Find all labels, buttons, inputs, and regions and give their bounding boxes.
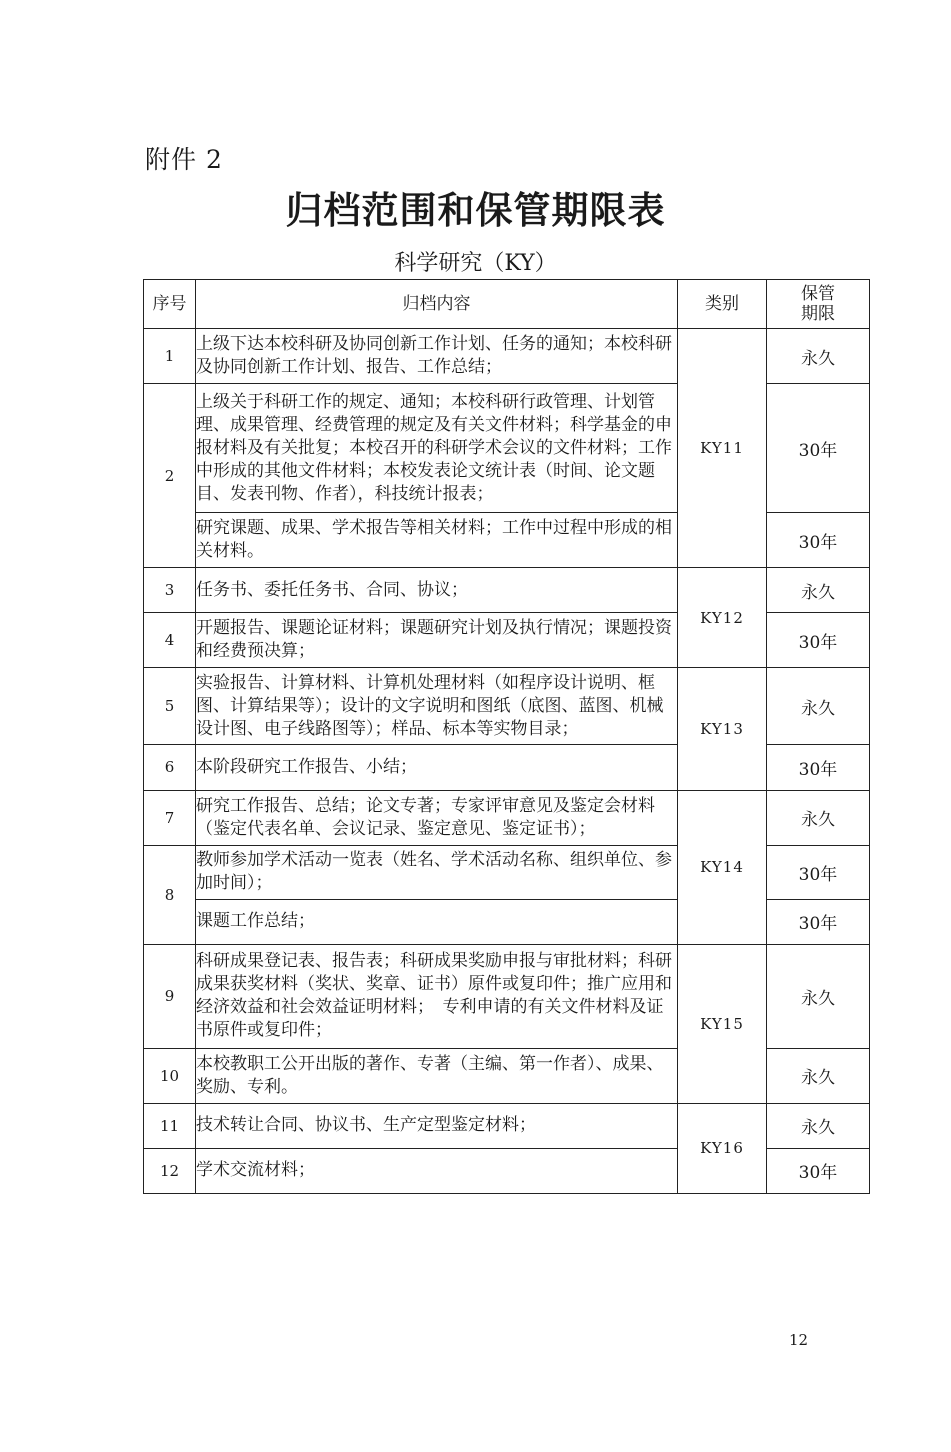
table-row (144, 568, 870, 613)
row-content: 研究工作报告、总结；论文专著；专家评审意见及鉴定会材料（鉴定代表名单、会议记录、鉴定意见、鉴定证书）； (196, 790, 678, 845)
row-period: 永久 (767, 1048, 870, 1103)
row-period: 30年 (767, 513, 870, 568)
row-content: 本阶段研究工作报告、小结； (196, 745, 678, 790)
row-category: KY13 (678, 668, 767, 790)
row-content: 任务书、委托任务书、合同、协议； (196, 568, 678, 613)
archive-table (143, 279, 870, 1194)
row-content: 技术转让合同、协议书、生产定型鉴定材料； (196, 1103, 678, 1148)
row-category: KY12 (678, 568, 767, 668)
table-row (144, 668, 870, 745)
table-row (144, 1103, 870, 1148)
row-category: KY14 (678, 790, 767, 944)
row-seq: 8 (144, 845, 196, 944)
table-header-row (144, 280, 870, 329)
row-seq: 4 (144, 613, 196, 668)
row-content: 课题工作总结； (196, 899, 678, 944)
row-content: 学术交流材料； (196, 1148, 678, 1193)
row-seq: 7 (144, 790, 196, 845)
row-seq: 10 (144, 1048, 196, 1103)
row-content: 上级下达本校科研及协同创新工作计划、任务的通知；本校科研及协同创新工作计划、报告、工作总结； (196, 329, 678, 384)
header-period: 保管期限 (767, 280, 870, 329)
row-seq: 11 (144, 1103, 196, 1148)
row-period: 30年 (767, 613, 870, 668)
row-period: 30年 (767, 1148, 870, 1193)
row-period: 30年 (767, 899, 870, 944)
row-seq: 2 (144, 384, 196, 568)
header-seq: 序号 (144, 280, 196, 329)
attachment-label: 附件 2 (145, 145, 223, 174)
header-content: 归档内容 (196, 280, 678, 329)
row-seq: 1 (144, 329, 196, 384)
row-period: 30年 (767, 845, 870, 899)
page-title: 归档范围和保管期限表 (285, 189, 666, 232)
row-period: 30年 (767, 384, 870, 513)
row-period: 30年 (767, 745, 870, 790)
row-period: 永久 (767, 790, 870, 845)
row-category: KY15 (678, 944, 767, 1103)
row-seq: 3 (144, 568, 196, 613)
row-seq: 5 (144, 668, 196, 745)
row-content: 上级关于科研工作的规定、通知；本校科研行政管理、计划管理、成果管理、经费管理的规定及有关文件材料；科学基金的申报材料及有关批复；本校召开的科研学术会议的文件材料；工作中形成的其他文件材料；本校发表论文统计表（时间、论文题目、发表刊物、作者），科技统计报表； (196, 384, 678, 513)
row-content: 研究课题、成果、学术报告等相关材料；工作中过程中形成的相关材料。 (196, 513, 678, 568)
row-period: 永久 (767, 944, 870, 1048)
row-content: 开题报告、课题论证材料；课题研究计划及执行情况；课题投资和经费预决算； (196, 613, 678, 668)
row-period: 永久 (767, 668, 870, 745)
header-category: 类别 (678, 280, 767, 329)
table-row (144, 944, 870, 1048)
row-seq: 6 (144, 745, 196, 790)
row-content: 教师参加学术活动一览表（姓名、学术活动名称、组织单位、参加时间）； (196, 845, 678, 899)
row-period: 永久 (767, 568, 870, 613)
table-row (144, 790, 870, 845)
table-row (144, 329, 870, 384)
section-subtitle: 科学研究（KY） (394, 251, 557, 276)
row-content: 实验报告、计算材料、计算机处理材料（如程序设计说明、框图、计算结果等）；设计的文字说明和图纸（底图、蓝图、机械设计图、电子线路图等）；样品、标本等实物目录； (196, 668, 678, 745)
row-content: 科研成果登记表、报告表；科研成果奖励申报与审批材料；科研成果获奖材料（奖状、奖章、证书）原件或复印件；推广应用和经济效益和社会效益证明材料； 专利申请的有关文件材料及证书原件或复印件； (196, 944, 678, 1048)
row-category: KY16 (678, 1103, 767, 1193)
row-seq: 12 (144, 1148, 196, 1193)
row-period: 永久 (767, 329, 870, 384)
row-category: KY11 (678, 329, 767, 568)
page-number: 12 (789, 1331, 809, 1349)
row-seq: 9 (144, 944, 196, 1048)
row-content: 本校教职工公开出版的著作、专著（主编、第一作者）、成果、奖励、专利。 (196, 1048, 678, 1103)
row-period: 永久 (767, 1103, 870, 1148)
